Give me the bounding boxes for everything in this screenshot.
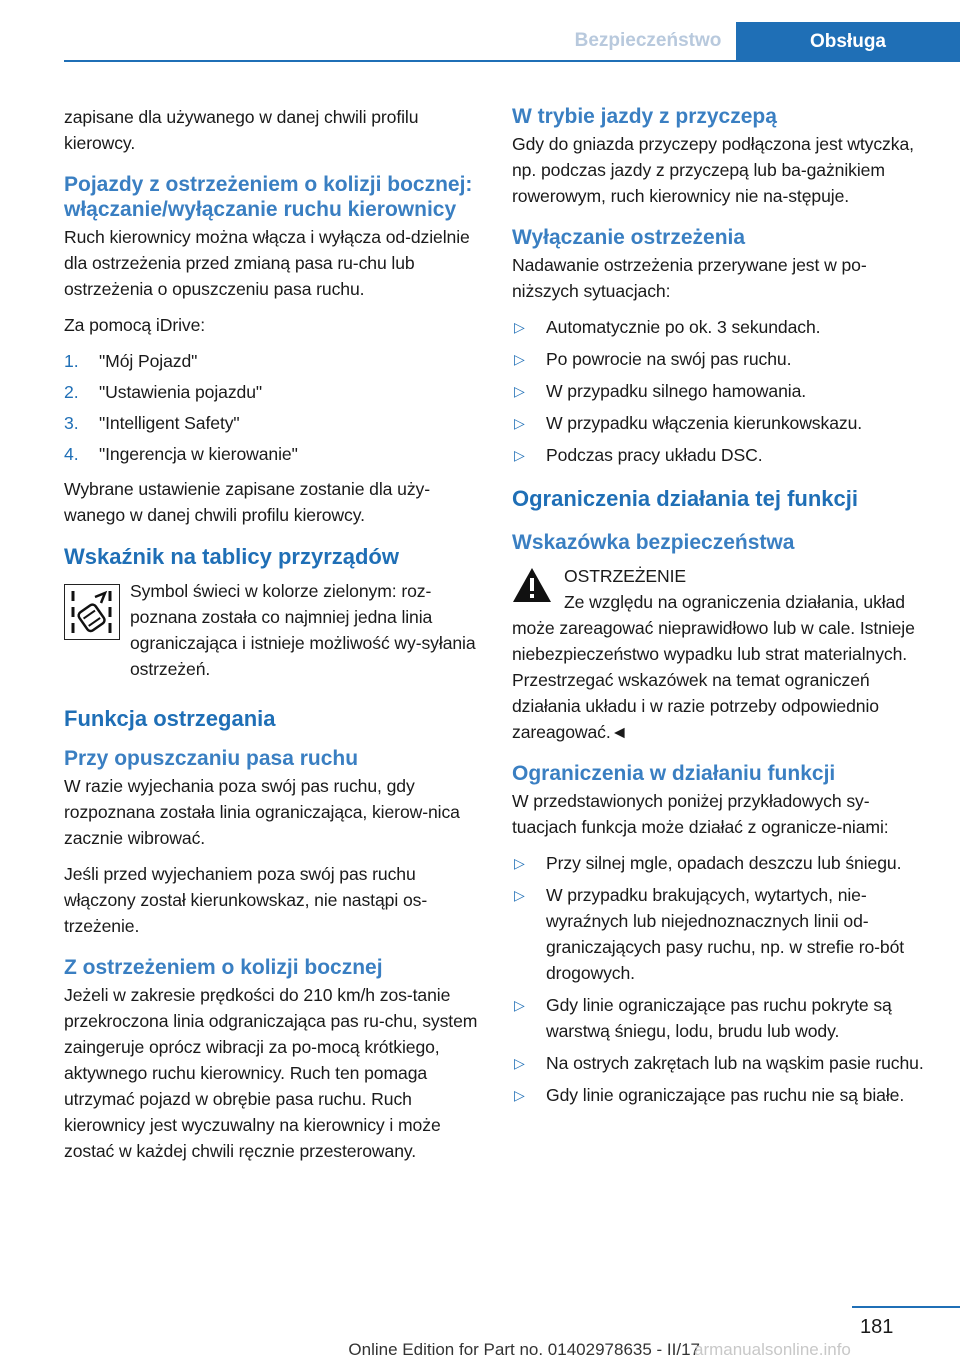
header-rule: [64, 60, 960, 62]
list-item: [512, 882, 928, 986]
step-text: "Intelligent Safety": [99, 413, 240, 433]
step-number: 4.: [64, 444, 79, 464]
list-item-text: Na ostrych zakrętach lub na wąskim pasie ruchu.: [546, 1053, 924, 1073]
list-item: [64, 441, 478, 472]
limits-function-heading: Ograniczenia w działaniu funkcji: [512, 762, 836, 785]
triangle-bullet-icon: ▷: [514, 1055, 525, 1071]
idrive-steps-list: [64, 348, 478, 472]
step-number: 2.: [64, 382, 79, 402]
list-item-text: Gdy linie ograniczające pas ruchu nie są białe.: [546, 1085, 905, 1105]
triangle-bullet-icon: ▷: [514, 351, 525, 367]
list-item: [512, 850, 928, 876]
list-item: [512, 410, 928, 436]
triangle-bullet-icon: ▷: [514, 447, 525, 463]
right-column: [512, 104, 928, 1114]
warning-text: [512, 589, 928, 745]
list-item: [512, 442, 928, 468]
triangle-bullet-icon: ▷: [514, 855, 525, 871]
warning-block: [512, 563, 928, 745]
page-number: 181: [860, 1316, 894, 1338]
indicator-heading: Wskaźnik na tablicy przyrządów: [64, 544, 399, 569]
step-number: 1.: [64, 351, 79, 371]
trailer-paragraph: Gdy do gniazda przyczepy podłączona jest wtyczka, np. podczas jazdy z przyczepą lub ba-gażnikiem rowerowym, ruch kierownicy nie na-stępuje.: [512, 134, 914, 206]
list-item-text: Podczas pracy układu DSC.: [546, 445, 763, 465]
limits-list: [512, 850, 928, 1108]
triangle-bullet-icon: ▷: [514, 383, 525, 399]
safety-note-heading: Wskazówka bezpieczeństwa: [512, 531, 795, 554]
list-item: [512, 992, 928, 1044]
warning-body: Ze względu na ograniczenia działania, układ może zareagować nieprawidłowo lub w cale. Istnieje niebezpieczeństwo wypadku lub strat materialnych. Przestrzegać wskazówek na temat ograniczeń działania układu i w razie potrzeby odpowiednio zareagować.◄: [512, 592, 915, 742]
side-collision-warning-paragraph: Jeżeli w zakresie prędkości do 210 km/h zos-tanie przekroczona linia odgraniczająca pas ru-chu, system zaingeruje oprócz wibracji za po-mocą krótkiego, aktywnego ruchu kierownicy. Ruch ten pomaga utrzymać pojazd w obrębie pasa ruchu. Ruch kierownicy jest wyczuwalny na kierownicy i może zostać w każdej chwili ręcznie przesterowany.: [64, 985, 478, 1161]
section-tab: Bezpieczeństwo: [574, 30, 722, 51]
warning-function-heading: Funkcja ostrzegania: [64, 706, 276, 731]
side-collision-paragraph: Ruch kierownicy można włącza i wyłącza od-dzielnie dla ostrzeżenia przed zmianą pasa ru-chu lub ostrzeżenia o opuszczeniu pasa ruchu.: [64, 227, 470, 299]
list-item-text: Przy silnej mgle, opadach deszczu lub śniegu.: [546, 853, 902, 873]
footer-rule: [852, 1306, 960, 1308]
saved-setting-paragraph: Wybrane ustawienie zapisane zostanie dla uży-wanego w danej chwili profilu kierowcy.: [64, 479, 430, 525]
step-text: "Ustawienia pojazdu": [99, 382, 263, 402]
indicator-paragraph: [64, 578, 478, 682]
intro-paragraph: zapisane dla używanego w danej chwili profilu kierowcy.: [64, 107, 419, 153]
list-item-text: W przypadku brakujących, wytartych, nie-wyraźnych lub niejednoznacznych linii od-graniczających pasy ruchu, np. w strefie ro-bót drogowych.: [546, 885, 905, 983]
triangle-bullet-icon: ▷: [514, 887, 525, 903]
triangle-bullet-icon: ▷: [514, 1087, 525, 1103]
step-text: "Ingerencja w kierowanie": [99, 444, 298, 464]
limits-heading: Ograniczenia działania tej funkcji: [512, 486, 858, 511]
warning-off-list: [512, 314, 928, 468]
list-item-text: Po powrocie na swój pas ruchu.: [546, 349, 792, 369]
indicator-text: Symbol świeci w kolorze zielonym: roz-poznana została co najmniej jedna linia ograniczająca i istnieje możliwość wy-syłania ostrzeżeń.: [130, 581, 476, 679]
list-item: [512, 378, 928, 404]
warning-off-paragraph: Nadawanie ostrzeżenia przerywane jest w po-niższych sytuacjach:: [512, 255, 867, 301]
warning-triangle-icon: [512, 567, 552, 603]
list-item: [64, 348, 478, 379]
list-item: [512, 1050, 928, 1076]
triangle-bullet-icon: ▷: [514, 997, 525, 1013]
trailer-heading: W trybie jazdy z przyczepą: [512, 105, 777, 128]
list-item: [512, 314, 928, 340]
list-item: [64, 379, 478, 410]
limits-function-paragraph: W przedstawionych poniżej przykładowych sy-tuacjach funkcja może działać z ogranicze-niami:: [512, 791, 889, 837]
triangle-bullet-icon: ▷: [514, 415, 525, 431]
leaving-lane-heading: Przy opuszczaniu pasa ruchu: [64, 747, 359, 770]
step-number: 3.: [64, 413, 79, 433]
leaving-lane-paragraph-1: W razie wyjechania poza swój pas ruchu, gdy rozpoznana została linia ograniczająca, kierow-nica zacznie wibrować.: [64, 776, 460, 848]
list-item: [64, 410, 478, 441]
warning-off-heading: Wyłączanie ostrzeżenia: [512, 226, 746, 249]
triangle-bullet-icon: ▷: [514, 319, 525, 335]
page-header: [0, 0, 960, 62]
idrive-paragraph: Za pomocą iDrive:: [64, 315, 206, 335]
lane-assist-icon: [64, 584, 120, 640]
list-item: [512, 1082, 928, 1108]
list-item-text: Automatycznie po ok. 3 sekundach.: [546, 317, 821, 337]
list-item-text: Gdy linie ograniczające pas ruchu pokryte są warstwą śniegu, lodu, brudu lub wody.: [546, 995, 892, 1041]
side-collision-warning-heading: Z ostrzeżeniem o kolizji bocznej: [64, 956, 383, 979]
watermark: armanualsonline.info: [694, 1340, 851, 1359]
chapter-tab: Obsługa: [736, 22, 960, 62]
side-collision-heading: Pojazdy z ostrzeżeniem o kolizji bocznej: włączanie/wyłączanie ruchu kierownicy: [64, 173, 473, 221]
left-column: [64, 104, 478, 1174]
list-item: [512, 346, 928, 372]
list-item-text: W przypadku włączenia kierunkowskazu.: [546, 413, 863, 433]
edition-note: Online Edition for Part no. 01402978635 - II/17: [348, 1340, 700, 1359]
leaving-lane-paragraph-2: Jeśli przed wyjechaniem poza swój pas ruchu włączony został kierunkowskaz, nie nastąpi os-trzeżenie.: [64, 864, 428, 936]
warning-title: OSTRZEŻENIE: [564, 566, 687, 586]
list-item-text: W przypadku silnego hamowania.: [546, 381, 807, 401]
step-text: "Mój Pojazd": [99, 351, 198, 371]
indicator-symbol-block: [64, 578, 478, 682]
